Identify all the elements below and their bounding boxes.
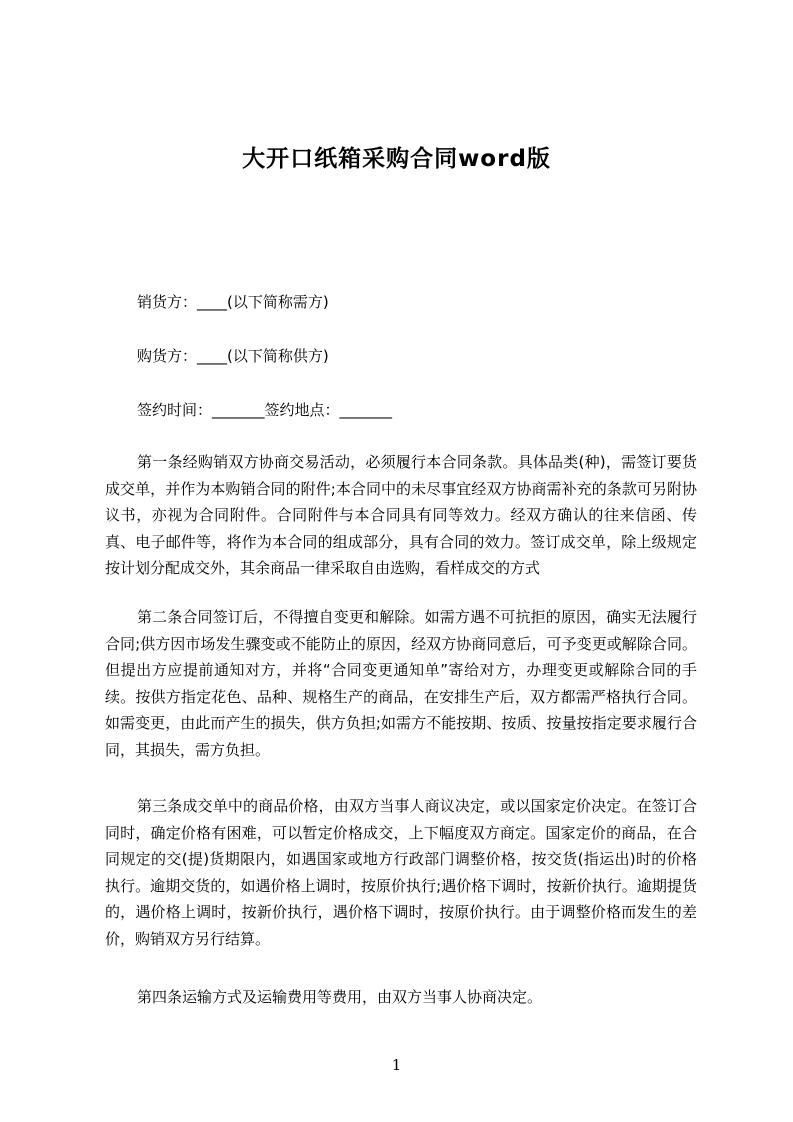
article-3-paragraph: 第三条成交单中的商品价格，由双方当事人商议决定，或以国家定价决定。在签订合同时，确定价格有困难，可以暂定价格成交，上下幅度双方商定。国家定价的商品，在合同规定的交(提)货期限内，如遇国家或地方行政部门调整价格，按交货(指运出)时的价格执行。逾期交货的，如遇价格上调时，按原价执行;遇价格下调时，按新价执行。逾期提货的，遇价格上调时，按新价执行，遇价格下调时，按原价执行。由于调整价格而发生的差价，购销双方另行结算。 xyxy=(105,797,697,948)
buyer-line: 购货方：____(以下简称供方) xyxy=(137,347,329,365)
seller-line: 销货方：____(以下简称需方) xyxy=(137,293,329,311)
document-title: 大开口纸箱采购合同word版 xyxy=(242,146,551,172)
article-1-paragraph: 第一条经购销双方协商交易活动，必须履行本合同条款。具体品类(种)，需签订要货成交单，并作为本购销合同的附件;本合同中的未尽事宜经双方协商需补充的条款可另附协议书，亦视为合同附件。合同附件与本合同具有同等效力。经双方确认的往来信函、传真、电子邮件等，将作为本合同的组成部分，具有合同的效力。签订成交单，除上级规定按计划分配成交外，其余商品一律采取自由选购，看样成交的方式 xyxy=(105,453,697,577)
article-2-paragraph: 第二条合同签订后，不得擅自变更和解除。如需方遇不可抗拒的原因，确实无法履行合同;供方因市场发生骤变或不能防止的原因，经双方协商同意后，可予变更或解除合同。但提出方应提前通知对方，并将“合同变更通知单”寄给对方，办理变更或解除合同的手续。按供方指定花色、品种、规格生产的商品，在安排生产后，双方都需严格执行合同。如需变更，由此而产生的损失，供方负担;如需方不能按期、按质、按量按指定要求履行合同，其损失，需方负担。 xyxy=(105,608,697,759)
signing-time-place-line: 签约时间：_______签约地点：_______ xyxy=(137,401,393,419)
page-number: 1 xyxy=(391,1056,402,1074)
article-4-line: 第四条运输方式及运输费用等费用，由双方当事人协商决定。 xyxy=(137,988,543,1006)
